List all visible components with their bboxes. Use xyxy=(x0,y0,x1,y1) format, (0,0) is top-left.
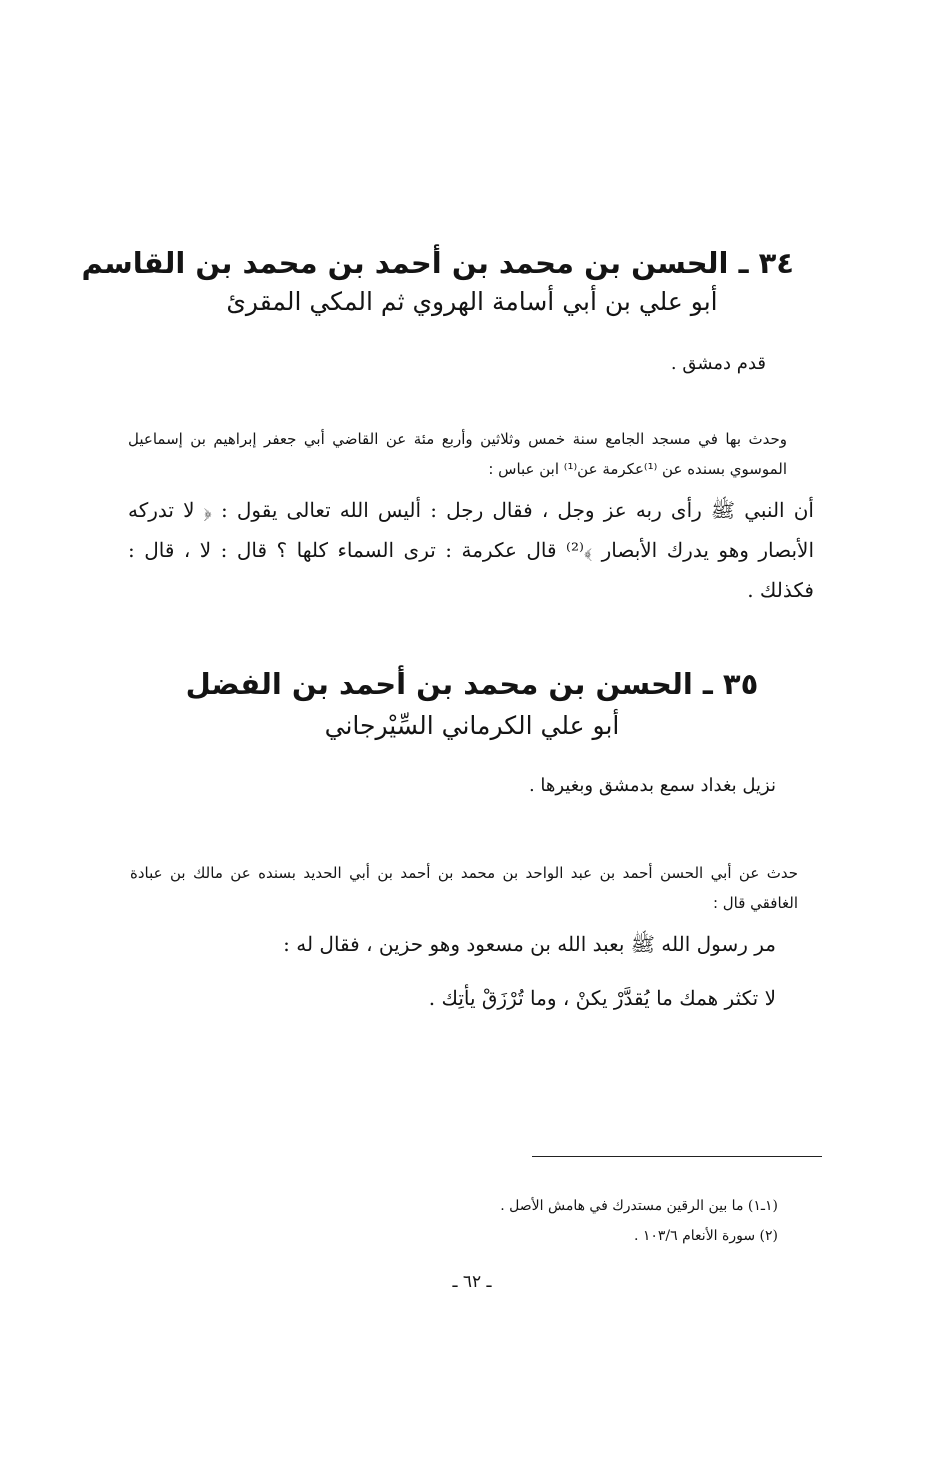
entry-34-matn: أن النبي ﷺ رأى ربه عز وجل ، فقال رجل : أليس الله تعالى يقول : ﴿ لا تدركه الأبصار وهو يدرك الأبصار ﴾⁽²⁾ قال عكرمة : ترى السماء كلها ؟ قال : لا ، قال : فكذلك . xyxy=(128,498,814,602)
entry-34-subtitle: أبو علي بن أبي أسامة الهروي ثم المكي المقرئ xyxy=(226,287,718,316)
entry-34-isnad: وحدث بها في مسجد الجامع سنة خمس وثلاثين وأربع مئة عن القاضي أبي جعفر إبراهيم بن إسماعيل الموسوي بسنده عن ⁽¹⁾عكرمة عن⁽¹⁾ ابن عباس : xyxy=(128,430,787,478)
entry-34-note: قدم دمشق . xyxy=(670,353,766,374)
entry-35-isnad: حدث عن أبي الحسن أحمد بن عبد الواحد بن محمد بن أحمد بن أبي الحديد بسنده عن مالك بن عبادة الغافقي قال : xyxy=(130,864,798,912)
footnote-1: (١ـ١) ما بين الرقين مستدرك في هامش الأصل . xyxy=(500,1198,778,1214)
entry-34-title: ٣٤ ـ الحسن بن محمد بن أحمد بن محمد بن القاسم xyxy=(81,246,794,280)
footnote-2: (٢) سورة الأنعام ١٠٣/٦ . xyxy=(633,1228,778,1244)
entry-35-note: نزيل بغداد سمع بدمشق وبغيرها . xyxy=(528,775,776,796)
entry-35-title: ٣٥ ـ الحسن بن محمد بن أحمد بن الفضل xyxy=(185,667,759,701)
page-number: ـ ٦٢ ـ xyxy=(452,1272,492,1292)
entry-35-matn-line-1: مر رسول الله ﷺ بعبد الله بن مسعود وهو حزين ، فقال له : xyxy=(283,932,776,956)
entry-35-matn-line-2: لا تكثر همك ما يُقدَّرْ يكنْ ، وما تُرْزَقْ يأتِك . xyxy=(428,986,776,1010)
footnote-separator xyxy=(532,1156,822,1157)
entry-35-subtitle: أبو علي الكرماني السِّيْرجاني xyxy=(324,711,620,740)
